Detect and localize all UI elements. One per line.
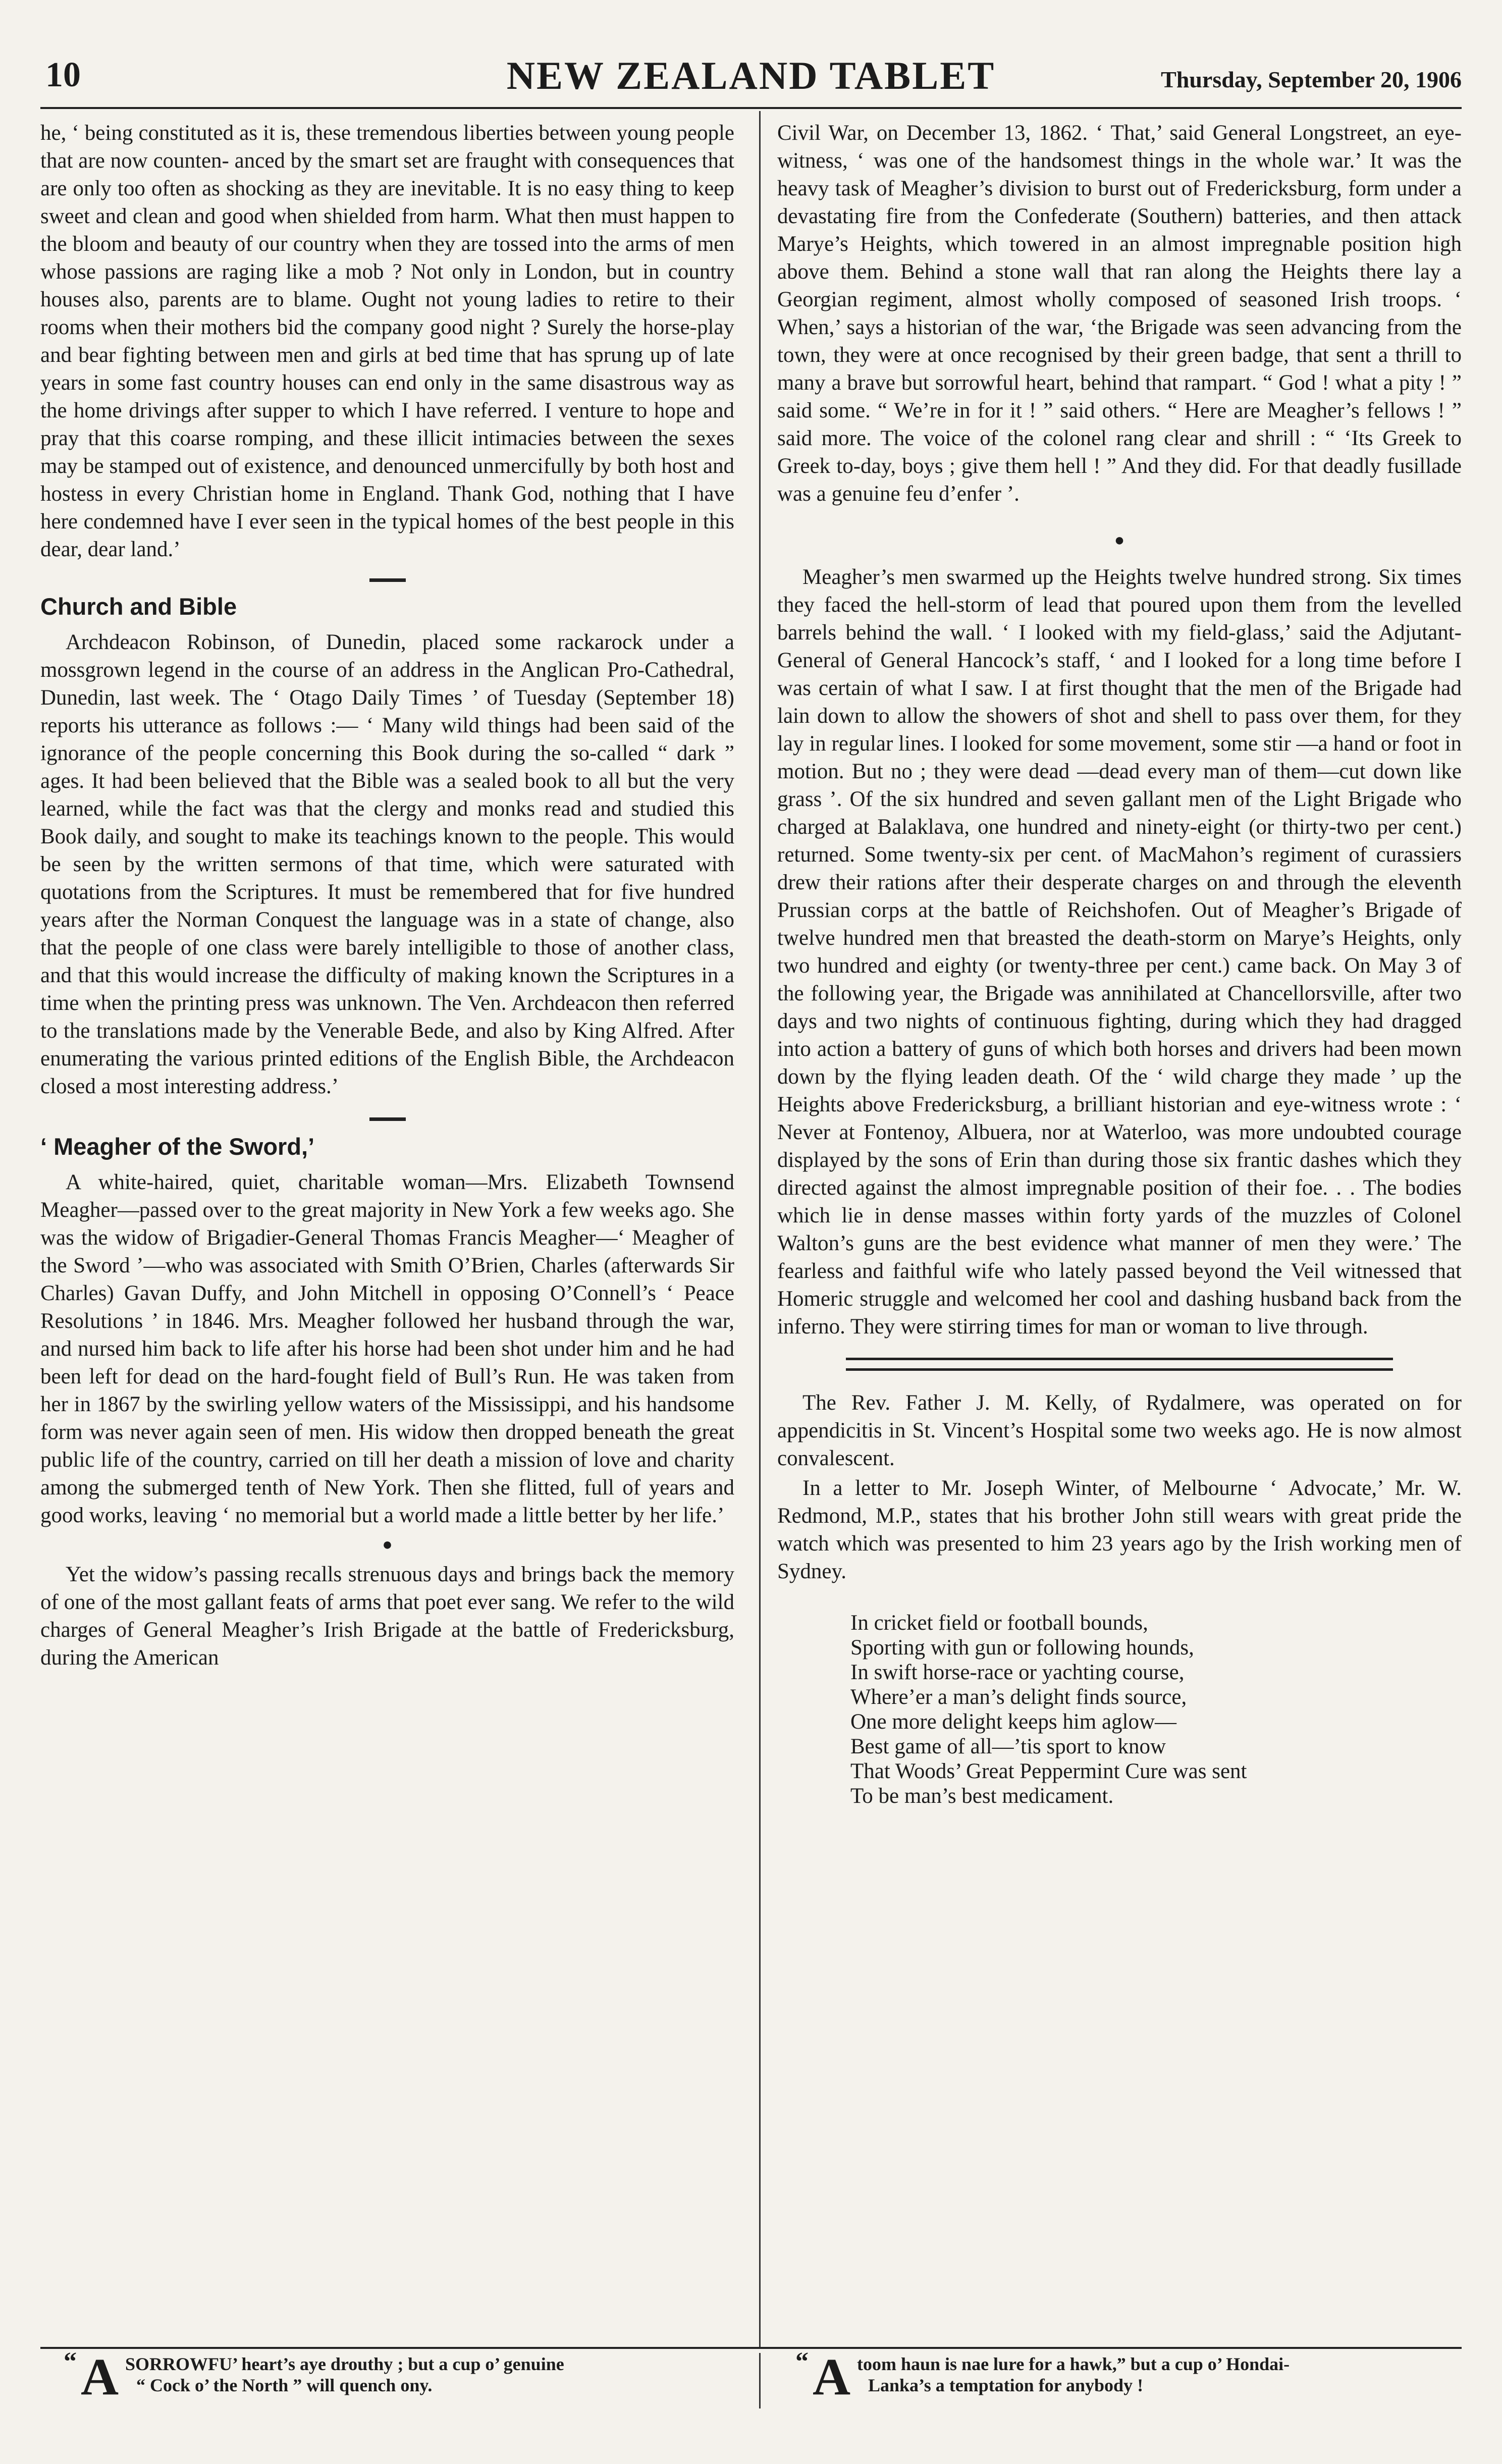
quote-mark: “	[795, 2347, 809, 2376]
double-rule-divider	[846, 1358, 1393, 1371]
poem-line: Where’er a man’s delight finds source,	[850, 1685, 1187, 1709]
publication-title: NEW ZEALAND TABLET	[506, 53, 996, 97]
drop-letter: A	[813, 2348, 851, 2406]
meaghers-men-paragraph: Meagher’s men swarmed up the Heights twelve hundred strong. Six times they faced the hell-storm of lead that poured upon them from the levelled barrels behind the wall. ‘ I looked with my field-glass,’ said the Adjutant-General of General Hancock’s staff, ‘ and I looked for a long time before I was certain of what I saw. I at first thought that the men of the Brigade had lain down to allow the showers of shot and shell to pass over them, for they lay in regular lines. I looked for some movement, some stir —a hand or foot in motion. But no ; they were dead —dead every man of them—cut down like grass ’. Of the six hundred and seven gallant men of the Light Brigade who charged at Balaklava, one hundred and ninety-eight (or thirty-two per cent.) returned. Some twenty-six per cent. of MacMahon’s regiment of curassiers drew their rations after their desperate charges on and through the eleventh Prussian corps at the battle of Reichshofen. Out of Meagher’s Brigade of twelve hundred men that breasted the death-storm on Marye’s Heights, only two hundred and eighty (or twenty-three per cent.) came back. On May 3 of the following year, the Brigade was annihilated at Chancellorsville, after two days and two nights of continuous fighting, during which they had dragged into action a battery of guns of which both horses and drivers had been mown down by the flying leaden death. Of the ‘ wild charge they made ’ up the Heights above Fredericksburg, a brilliant historian and eye-witness wrote : ‘ Never at Fontenoy, Albuera, nor at Waterloo, was more undoubted courage displayed by the sons of Erin than during those six frantic dashes which they directed against the almost impregnable position of their foe. . . The bodies which lie in dense masses within forty yards of the muzzles of Colonel Walton’s guns are the best evidence what manner of men they were.’ The fearless and faithful wife who lately passed beyond the Veil witnessed that Homeric struggle and welcomed her cool and dashing husband back from the inferno. They were stirring times for man or woman to live through.	[777, 565, 1462, 1338]
ad-line: “ Cock o’ the North ” will quench ony.	[136, 2375, 433, 2395]
church-and-bible-paragraph: Archdeacon Robinson, of Dunedin, placed some rackarock under a mossgrown legend in the course of an address in the Anglican Pro-Cathedral, Dunedin, last week. The ‘ Otago Daily Times ’ of Tuesday (September 18) reports his utterance as follows :— ‘ Many wild things had been said of the ignorance of the people concerning this Book during the so-called “ dark ” ages. It had been believed that the Bible was a sealed book to all but the very learned, while the fact was that the clergy and monks read and studied this Book daily, and sought to make its teachings known to the people. This would be seen by the written sermons of that time, which were saturated with quotations from the Scriptures. It must be remembered that for five hundred years after the Norman Conquest the language was in a state of change, also that the people of one class were barely intelligible to those of another class, and that this would increase the difficulty of making known the Scriptures in a time when the printing press was unknown. The Ven. Archdeacon then referred to the translations made by the Venerable Bede, and also by King Alfred. After enumerating the various printed editions of the English Bible, the Archdeacon closed a most interesting address.’	[40, 630, 734, 1098]
poem-line: In cricket field or football bounds,	[850, 1611, 1148, 1635]
section-heading-church-and-bible: Church and Bible	[40, 593, 237, 620]
header-rule	[40, 107, 1462, 109]
ad-line: Lanka’s a temptation for anybody !	[868, 2375, 1144, 2395]
ad-line: toom haun is nae lure for a hawk,” but a cup o’ Hondai-	[857, 2354, 1290, 2374]
section-divider	[369, 578, 406, 582]
column-divider	[759, 111, 761, 2347]
advertisement-poem	[850, 1611, 1462, 1808]
redmond-paragraph: In a letter to Mr. Joseph Winter, of Melbourne ‘ Advocate,’ Mr. W. Redmond, M.P., states that his brother John still wears with great pride the watch which was presented to him 23 years ago by the Irish working men of Sydney.	[777, 1476, 1462, 1583]
poem-line: In swift horse-race or yachting course,	[850, 1660, 1185, 1684]
right-column	[777, 119, 1462, 1808]
intro-paragraph: he, ‘ being constituted as it is, these tremendous liberties between young people that are now counten- anced by the smart set are fraught with consequences that are only too often as shocking as they are inevitable. It is no easy thing to keep sweet and clean and good when shielded from harm. What then must happen to the bloom and beauty of our country when they are tossed into the arms of men whose passions are raging like a mob ? Not only in London, but in country houses also, parents are to blame. Ought not young ladies to retire to their rooms when their mothers bid the company good night ? Surely the horse-play and bear fighting between men and girls at bed time that has sprung up of late years in some fast country houses can end only in the same disastrous way as the home drivings after supper to which I have referred. I venture to hope and pray that this coarse romping, and these illicit intimacies between the sexes may be stamped out of existence, and denounced unmercifully by both host and hostess in every Christian home in England. Thank God, nothing that I have here condemned have I ever seen in the typical homes of the best people in this dear, dear land.’	[40, 121, 734, 561]
poem-line: Best game of all—’tis sport to know	[850, 1735, 1166, 1758]
civil-war-paragraph: Civil War, on December 13, 1862. ‘ That,’ said General Longstreet, an eye-witness, ‘ was one of the handsomest things in the whole war.’ It was the heavy task of Meagher’s division to burst out of Fredericksburg, form under a devastating fire from the Confederate (Southern) batteries, and then attack Marye’s Heights, which towered in an almost impregnable position high above them. Behind a stone wall that ran along the Heights there lay a Georgian regiment, almost wholly composed of seasoned Irish troops. ‘ When,’ says a historian of the war, ‘the Brigade was seen advancing from the town, they were at once recognised by their green badge, that sent a thrill to many a brave but sorrowful heart, behind that rampart. “ God ! what a pity ! ” said some. “ We’re in for it ! ” said others. “ Here are Meagher’s fellows ! ” said more. The voice of the colonel rang clear and shrill : “ ‘Its Greek to Greek to-day, boys ; give them hell ! ” And they did. For that deadly fusillade was a genuine feu d’enfer ’.	[777, 121, 1462, 506]
footer-rule	[40, 2347, 1462, 2349]
section-divider	[369, 1117, 406, 1121]
kelly-paragraph: The Rev. Father J. M. Kelly, of Rydalmere, was operated on for appendicitis in St. Vincent’s Hospital some two weeks ago. He is now almost convalescent.	[777, 1391, 1462, 1470]
meagher-paragraph-1: A white-haired, quiet, charitable woman—Mrs. Elizabeth Townsend Meagher—passed over to the great majority in New York a few weeks ago. She was the widow of Brigadier-General Thomas Francis Meagher—‘ Meagher of the Sword ’—who was associated with Smith O’Brien, Charles (afterwards Sir Charles) Gavan Duffy, and John Mitchell in opposing O’Connell’s ‘ Peace Resolutions ’ in 1846. Mrs. Meagher followed her husband through the war, and nursed him back to life after his horse had been shot under him and he had been left for dead on the hard-fought field of Bull’s Run. He was taken from her in 1867 by the swirling yellow waters of the Mississippi, and his handsome form was never again seen of men. His widow then dropped beneath the great public life of the country, carried on till her death a mission of love and charity among the submerged tenth of New York. Then she flitted, full of years and good works, leaving ‘ no memorial but a world made a little better by her life.’	[40, 1170, 734, 1527]
issue-date: Thursday, September 20, 1906	[1161, 67, 1462, 92]
footer-divider	[759, 2353, 761, 2408]
star-divider: ●	[382, 1535, 393, 1554]
poem-line: To be man’s best medicament.	[850, 1784, 1114, 1808]
star-divider: ●	[1114, 531, 1125, 550]
poem-line: That Woods’ Great Peppermint Cure was sent	[850, 1759, 1247, 1783]
quote-mark: “	[64, 2347, 77, 2376]
poem-line: One more delight keeps him aglow—	[850, 1710, 1177, 1734]
section-heading-meagher: ‘ Meagher of the Sword,’	[40, 1133, 315, 1160]
page-number: 10	[45, 56, 81, 94]
left-column	[40, 119, 734, 1672]
ad-line: SORROWFU’ heart’s aye drouthy ; but a cup o’ genuine	[125, 2354, 564, 2374]
poem-line: Sporting with gun or following hounds,	[850, 1636, 1194, 1659]
page-header	[40, 53, 1462, 109]
drop-letter: A	[81, 2348, 119, 2406]
meagher-paragraph-2: Yet the widow’s passing recalls strenuous days and brings back the memory of one of the most gallant feats of arms that poet ever sang. We refer to the wild charges of General Meagher’s Irish Brigade at the battle of Fredericksburg, during the American	[40, 1563, 734, 1670]
